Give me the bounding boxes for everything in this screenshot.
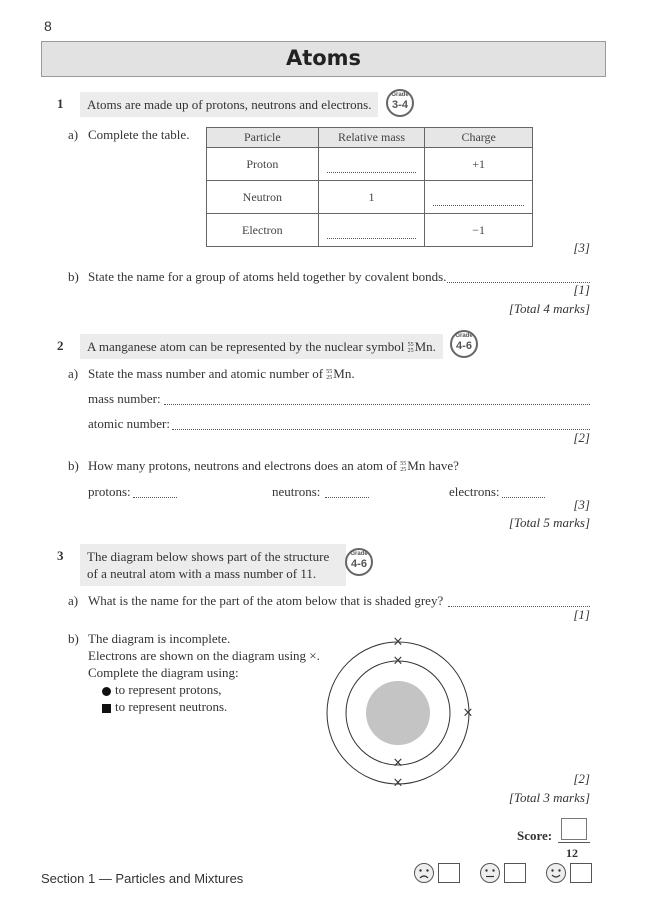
table-cell-particle: Electron: [207, 214, 319, 247]
q2-grade-badge: [450, 330, 478, 358]
electron-outer-right: ×: [462, 705, 474, 721]
q1b-answer-line[interactable]: [447, 281, 590, 283]
q3-grade-badge: [345, 548, 373, 576]
protons-label: protons:: [88, 484, 131, 499]
q2a-text: State the mass number and atomic number of 55 25Mn.: [88, 366, 355, 382]
q2a-marks: [2]: [573, 430, 590, 445]
electron-outer-top: ×: [392, 634, 404, 650]
electron-outer-bottom: ×: [392, 775, 404, 791]
grade-word: Grade: [455, 333, 473, 339]
grade-value: 4-6: [456, 340, 472, 352]
grade-value: 3-4: [392, 99, 408, 111]
atom-diagram[interactable]: [326, 633, 476, 791]
page-number: 8: [44, 18, 52, 34]
q2-element: Mn: [414, 339, 433, 354]
score-box[interactable]: [561, 818, 587, 840]
neutrons-label: neutrons:: [272, 484, 321, 499]
table-cell-answer[interactable]: [318, 148, 425, 181]
electrons-answer-line[interactable]: [502, 496, 545, 498]
table-header: Particle: [207, 128, 319, 148]
q1-grade-badge: [386, 89, 414, 117]
grade-word: Grade: [350, 551, 368, 557]
atomic-number-answer-line[interactable]: [172, 428, 590, 430]
q3-stem-line: The diagram below shows part of the structure: [87, 549, 330, 564]
grade-word: Grade: [391, 92, 409, 98]
q3b-instructions: [88, 630, 320, 715]
electron-inner-top: ×: [392, 653, 404, 669]
page-title: Atoms: [285, 46, 362, 70]
q2-total: [Total 5 marks]: [508, 515, 590, 530]
table-cell-answer[interactable]: [425, 181, 533, 214]
q1-stem: Atoms are made up of protons, neutrons and electrons.: [80, 92, 378, 117]
q3a-marks: [1]: [573, 607, 590, 622]
q2-stem-text: A manganese atom can be represented by the nuclear symbol: [87, 339, 405, 354]
q3-total: [Total 3 marks]: [508, 790, 590, 805]
nucleus: [366, 681, 430, 745]
q2-number: 2: [57, 338, 64, 353]
atomic-number-label: atomic number:: [88, 416, 170, 431]
score-label: Score:: [517, 828, 553, 843]
q3-stem: [80, 544, 346, 586]
q2b-label: b): [68, 458, 79, 473]
electrons-label: electrons:: [449, 484, 500, 499]
q1-number: 1: [57, 96, 64, 111]
protons-answer-line[interactable]: [133, 496, 177, 498]
table-cell-charge: −1: [425, 214, 533, 247]
happy-face-box[interactable]: [570, 863, 592, 883]
q3a-label: a): [68, 593, 79, 608]
electron-inner-bottom: ×: [392, 755, 404, 771]
score-divider: [558, 842, 590, 843]
table-cell-particle: Proton: [207, 148, 319, 181]
proton-circle-icon: [102, 687, 111, 696]
table-cell-mass: 1: [318, 181, 425, 214]
neutral-face-box[interactable]: [504, 863, 526, 883]
q1b-text: State the name for a group of atoms held together by covalent bonds.: [88, 269, 447, 284]
table-row: [207, 181, 533, 214]
q2-stem: A manganese atom can be represented by the nuclear symbol 55 25Mn.: [80, 334, 443, 359]
q3-stem-line: of a neutral atom with a mass number of 11.: [87, 566, 317, 581]
sad-face-icon: [413, 862, 435, 884]
table-header: Charge: [425, 128, 533, 148]
neutrons-key: to represent neutrons.: [88, 698, 320, 715]
table-cell-answer[interactable]: [318, 214, 425, 247]
q3b-marks: [2]: [573, 771, 590, 786]
q2-isotope-numbers: 55 25: [407, 342, 414, 355]
q2b-marks: [3]: [573, 497, 590, 512]
q1-total: [Total 4 marks]: [508, 301, 590, 316]
q3a-answer-line[interactable]: [448, 605, 590, 607]
q1a-marks: [3]: [573, 240, 590, 255]
neutron-square-icon: [102, 704, 111, 713]
q1b-label: b): [68, 269, 79, 284]
mass-number-label: mass number:: [88, 391, 161, 406]
q3a-text: What is the name for the part of the atom below that is shaded grey?: [88, 593, 444, 608]
q1a-label: a): [68, 127, 79, 142]
footer-section: Section 1 — Particles and Mixtures: [41, 871, 244, 886]
mass-number-answer-line[interactable]: [164, 403, 590, 405]
neutral-face-icon: [479, 862, 501, 884]
instruction-line: Electrons are shown on the diagram using ×.: [88, 648, 320, 663]
table-cell-charge: +1: [425, 148, 533, 181]
q2a-label: a): [68, 366, 79, 381]
happy-face-icon: [545, 862, 567, 884]
q2b-text: How many protons, neutrons and electrons does an atom of 55 25Mn have?: [88, 458, 459, 474]
q3-number: 3: [57, 548, 64, 563]
grade-value: 4-6: [351, 558, 367, 570]
table-header-row: [207, 128, 533, 148]
protons-key: to represent protons,: [88, 681, 320, 698]
neutrons-answer-line[interactable]: [325, 496, 369, 498]
sad-face-box[interactable]: [438, 863, 460, 883]
title-bar: [41, 41, 606, 77]
table-header: Relative mass: [318, 128, 425, 148]
q1b-marks: [1]: [573, 282, 590, 297]
instruction-line: The diagram is incomplete.: [88, 631, 231, 646]
table-row: [207, 214, 533, 247]
table-row: [207, 148, 533, 181]
table-cell-particle: Neutron: [207, 181, 319, 214]
particle-table: [206, 127, 533, 247]
q3b-label: b): [68, 631, 79, 646]
instruction-line: Complete the diagram using:: [88, 665, 239, 680]
score-total: 12: [566, 846, 578, 860]
q1a-text: Complete the table.: [88, 127, 190, 142]
